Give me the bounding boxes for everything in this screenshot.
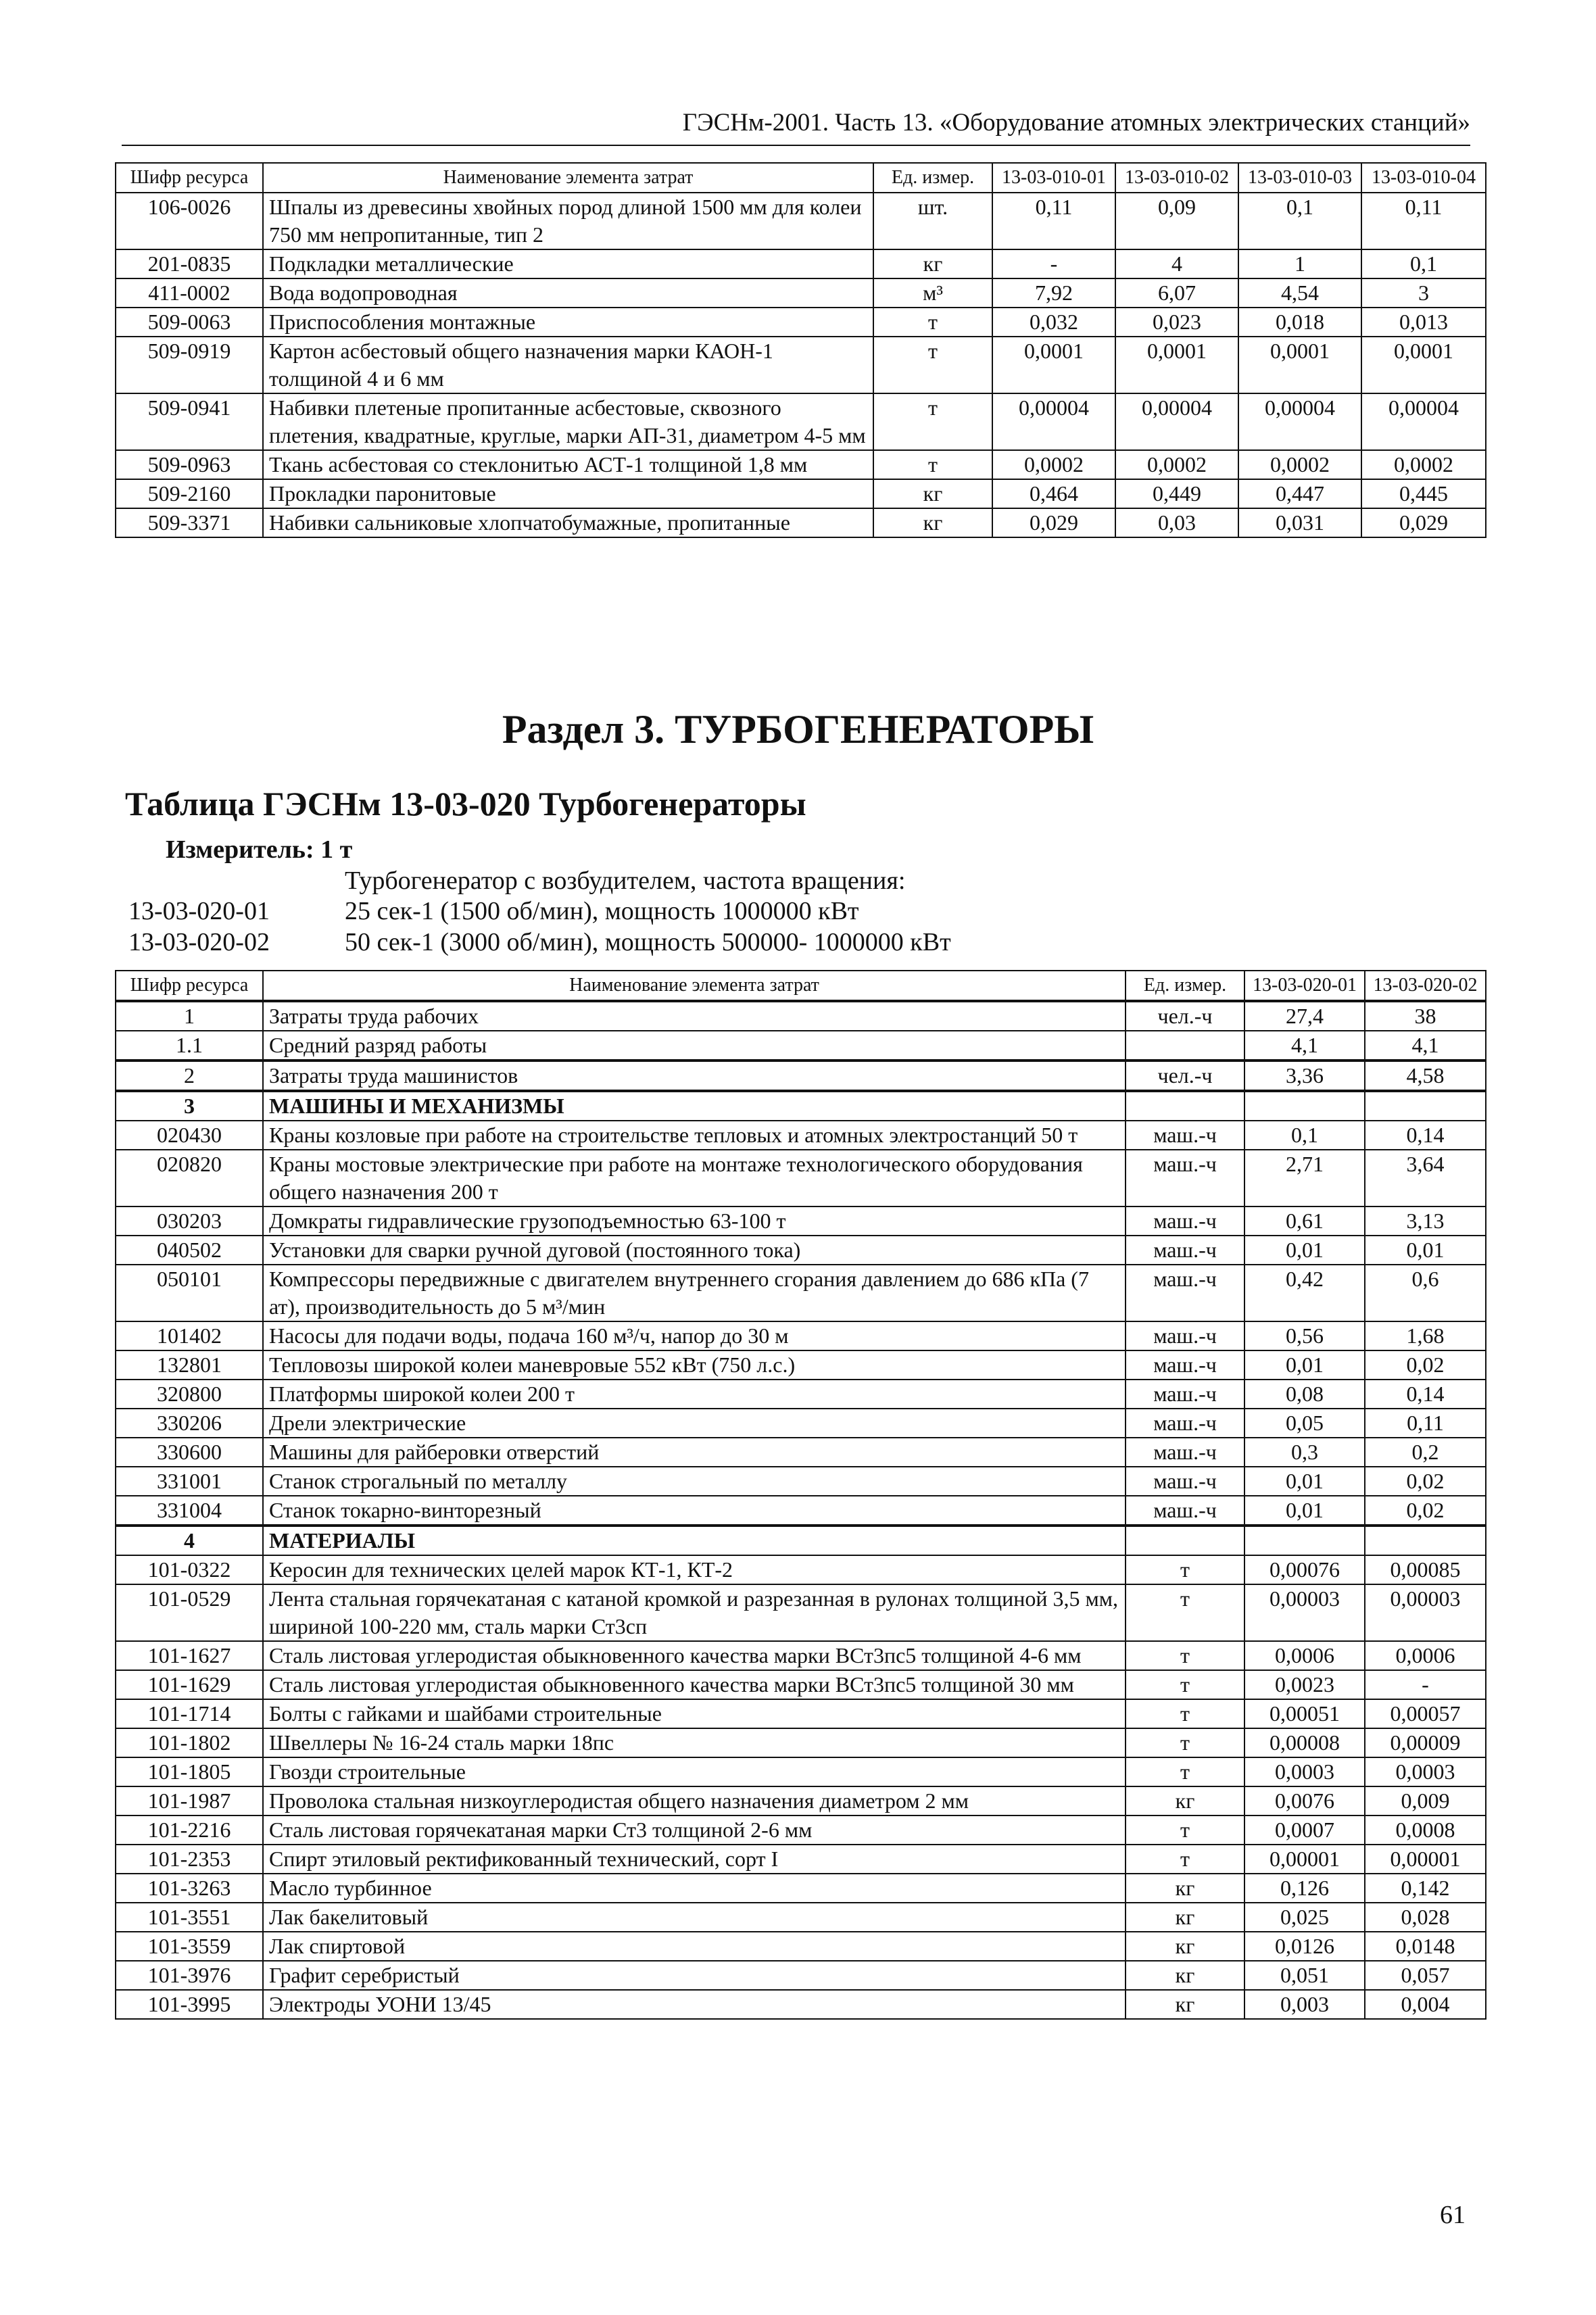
rate-value <box>1244 1091 1365 1121</box>
resource-code: 1 <box>116 1001 263 1031</box>
resource-code: 101-3263 <box>116 1874 263 1903</box>
resource-unit: т <box>1126 1845 1244 1874</box>
table-row <box>116 1961 1486 1990</box>
table-row <box>116 337 1486 393</box>
rate-value: 0,09 <box>1115 193 1238 249</box>
table-row <box>116 1350 1486 1380</box>
rate-value: 0,051 <box>1244 1961 1365 1990</box>
table-header-row <box>116 163 1486 193</box>
rate-value <box>1365 1091 1486 1121</box>
resource-code: 330600 <box>116 1438 263 1467</box>
rate-value: 0,0002 <box>1361 450 1486 479</box>
rate-value: 0,464 <box>992 479 1115 508</box>
rate-value: 0,6 <box>1365 1265 1486 1321</box>
resource-name: Швеллеры № 16-24 сталь марки 18пс <box>263 1728 1126 1757</box>
table-row <box>116 1467 1486 1496</box>
rate-value: 0,01 <box>1244 1467 1365 1496</box>
table-row <box>116 1584 1486 1641</box>
rate-value: 7,92 <box>992 278 1115 308</box>
resource-code: 050101 <box>116 1265 263 1321</box>
table-row <box>116 1496 1486 1526</box>
resource-name: Домкраты гидравлические грузоподъемностью 63-100 т <box>263 1207 1126 1236</box>
resource-code: 509-0063 <box>116 308 263 337</box>
rate-value: 0,0023 <box>1244 1670 1365 1699</box>
resource-unit: т <box>873 337 992 393</box>
rate-value: 6,07 <box>1115 278 1238 308</box>
resource-unit: кг <box>1126 1961 1244 1990</box>
rate-value: 0,009 <box>1365 1786 1486 1816</box>
rate-value: 0,00076 <box>1244 1555 1365 1584</box>
rate-value: 0,08 <box>1244 1380 1365 1409</box>
resource-code: 4 <box>116 1526 263 1555</box>
resource-unit: маш.-ч <box>1126 1467 1244 1496</box>
table-row <box>116 1150 1486 1207</box>
page-number: 61 <box>1440 2201 1466 2229</box>
resource-code: 020430 <box>116 1121 263 1150</box>
work-description: Турбогенератор с возбудителем, частота вращения: <box>345 867 906 895</box>
rate-value: 0,00004 <box>1361 393 1486 450</box>
resource-name: Гвозди строительные <box>263 1757 1126 1786</box>
rate-value: 0,00001 <box>1244 1845 1365 1874</box>
variant-text: 25 сек-1 (1500 об/мин), мощность 1000000 кВт <box>345 897 859 925</box>
resource-name: Вода водопроводная <box>263 278 873 308</box>
rate-value: 0,057 <box>1365 1961 1486 1990</box>
table-row <box>116 1031 1486 1061</box>
resource-name: Сталь листовая углеродистая обыкновенного качества марки ВСт3пс5 толщиной 30 мм <box>263 1670 1126 1699</box>
rate-value: 0,00085 <box>1365 1555 1486 1584</box>
resource-unit: кг <box>1126 1874 1244 1903</box>
rate-value: 0,03 <box>1115 508 1238 537</box>
table-row <box>116 1874 1486 1903</box>
resource-name: Набивки сальниковые хлопчатобумажные, пропитанные <box>263 508 873 537</box>
resource-unit <box>1126 1091 1244 1121</box>
resource-name: Шпалы из древесины хвойных пород длиной 1500 мм для колеи 750 мм непропитанные, тип 2 <box>263 193 873 249</box>
resource-code: 509-0919 <box>116 337 263 393</box>
col-header-rate: 13-03-010-01 <box>992 163 1115 193</box>
resource-code: 101-1627 <box>116 1641 263 1670</box>
resource-unit: маш.-ч <box>1126 1438 1244 1467</box>
rate-value: 4 <box>1115 249 1238 278</box>
resource-code: 509-0941 <box>116 393 263 450</box>
rate-value: 0,0002 <box>1238 450 1361 479</box>
rate-value: 0,0002 <box>1115 450 1238 479</box>
rate-value: 0,00003 <box>1365 1584 1486 1641</box>
resource-name: Средний разряд работы <box>263 1031 1126 1061</box>
table-row <box>116 1641 1486 1670</box>
col-header-rate: 13-03-010-03 <box>1238 163 1361 193</box>
resource-unit <box>1126 1526 1244 1555</box>
rate-value: 3,64 <box>1365 1150 1486 1207</box>
resource-unit: маш.-ч <box>1126 1150 1244 1207</box>
resource-unit: чел.-ч <box>1126 1001 1244 1031</box>
rate-value: 0,00004 <box>992 393 1115 450</box>
table-row <box>116 1757 1486 1786</box>
section-title: Раздел 3. ТУРБОГЕНЕРАТОРЫ <box>502 707 1094 752</box>
rate-value <box>1244 1526 1365 1555</box>
rate-value: 0,447 <box>1238 479 1361 508</box>
rate-value: 2,71 <box>1244 1150 1365 1207</box>
resource-code: 320800 <box>116 1380 263 1409</box>
rate-value: 0,032 <box>992 308 1115 337</box>
rate-value: 0,023 <box>1115 308 1238 337</box>
resource-name: Сталь листовая горячекатаная марки Ст3 толщиной 2-6 мм <box>263 1816 1126 1845</box>
rate-value: 0,02 <box>1365 1467 1486 1496</box>
rate-value: 38 <box>1365 1001 1486 1031</box>
variant-row <box>128 927 951 957</box>
resource-code: 101-1805 <box>116 1757 263 1786</box>
resource-name: Установки для сварки ручной дуговой (постоянного тока) <box>263 1236 1126 1265</box>
resource-unit: т <box>1126 1699 1244 1728</box>
resource-name: Приспособления монтажные <box>263 308 873 337</box>
resource-code: 2 <box>116 1061 263 1091</box>
variant-code: 13-03-020-02 <box>128 928 270 956</box>
resource-name: Компрессоры передвижные с двигателем внутреннего сгорания давлением до 686 кПа (7 ат), производительность до 5 м³/мин <box>263 1265 1126 1321</box>
resource-name: Сталь листовая углеродистая обыкновенного качества марки ВСт3пс5 толщиной 4-6 мм <box>263 1641 1126 1670</box>
rate-value: 0,11 <box>1361 193 1486 249</box>
resource-name: Насосы для подачи воды, подача 160 м³/ч, напор до 30 м <box>263 1321 1126 1350</box>
resource-name: Электроды УОНИ 13/45 <box>263 1990 1126 2019</box>
resource-unit: т <box>1126 1584 1244 1641</box>
table-row <box>116 1728 1486 1757</box>
resource-code: 101-0322 <box>116 1555 263 1584</box>
resource-unit: кг <box>873 249 992 278</box>
table-row <box>116 1409 1486 1438</box>
resource-code: 331001 <box>116 1467 263 1496</box>
resource-unit: маш.-ч <box>1126 1236 1244 1265</box>
col-header-unit: Ед. измер. <box>1126 971 1244 1001</box>
resource-name: МАТЕРИАЛЫ <box>263 1526 1126 1555</box>
resource-code: 509-0963 <box>116 450 263 479</box>
resource-code: 101402 <box>116 1321 263 1350</box>
rate-value: 0,1 <box>1244 1121 1365 1150</box>
resource-unit: т <box>1126 1670 1244 1699</box>
resource-unit: т <box>1126 1555 1244 1584</box>
rate-value: 0,029 <box>1361 508 1486 537</box>
rate-value: 1,68 <box>1365 1321 1486 1350</box>
rate-value: 0,445 <box>1361 479 1486 508</box>
rate-value: 0,01 <box>1244 1236 1365 1265</box>
rate-value: 0,11 <box>992 193 1115 249</box>
rate-value: 0,01 <box>1244 1496 1365 1526</box>
variant-text: 50 сек-1 (3000 об/мин), мощность 500000- 1000000 кВт <box>345 928 951 956</box>
rate-value: 0,0126 <box>1244 1932 1365 1961</box>
resource-code: 101-1987 <box>116 1786 263 1816</box>
resource-name: Лак бакелитовый <box>263 1903 1126 1932</box>
col-header-code: Шифр ресурса <box>116 971 263 1001</box>
resource-unit: маш.-ч <box>1126 1409 1244 1438</box>
resource-unit: т <box>1126 1728 1244 1757</box>
resource-code: 101-3551 <box>116 1903 263 1932</box>
resource-name: Платформы широкой колеи 200 т <box>263 1380 1126 1409</box>
table-row <box>116 393 1486 450</box>
resource-code: 020820 <box>116 1150 263 1207</box>
variant-row <box>128 896 859 926</box>
resource-unit: маш.-ч <box>1126 1380 1244 1409</box>
resource-unit: т <box>873 393 992 450</box>
resource-unit: маш.-ч <box>1126 1350 1244 1380</box>
rate-value: 0,031 <box>1238 508 1361 537</box>
rate-value: 0,013 <box>1361 308 1486 337</box>
rate-value: 0,029 <box>992 508 1115 537</box>
table-row <box>116 193 1486 249</box>
resource-unit: м³ <box>873 278 992 308</box>
table-row <box>116 1990 1486 2019</box>
rate-value: 1 <box>1238 249 1361 278</box>
resource-code: 101-1714 <box>116 1699 263 1728</box>
resource-name: МАШИНЫ И МЕХАНИЗМЫ <box>263 1091 1126 1121</box>
rate-value: 0,05 <box>1244 1409 1365 1438</box>
resource-unit: т <box>1126 1816 1244 1845</box>
rate-value: 0,02 <box>1365 1496 1486 1526</box>
resources-table-020 <box>115 970 1486 2020</box>
resource-unit: маш.-ч <box>1126 1265 1244 1321</box>
resource-name: Краны козловые при работе на строительстве тепловых и атомных электростанций 50 т <box>263 1121 1126 1150</box>
table-row <box>116 1438 1486 1467</box>
rate-value: 0,14 <box>1365 1121 1486 1150</box>
rate-value: 0,126 <box>1244 1874 1365 1903</box>
table-row <box>116 1207 1486 1236</box>
resource-code: 101-3559 <box>116 1932 263 1961</box>
resource-name: Затраты труда машинистов <box>263 1061 1126 1091</box>
resource-code: 132801 <box>116 1350 263 1380</box>
section-row <box>116 1526 1486 1555</box>
rate-value: 0,14 <box>1365 1380 1486 1409</box>
table-row <box>116 1061 1486 1091</box>
resource-name: Лак спиртовой <box>263 1932 1126 1961</box>
resource-name: Ткань асбестовая со стеклонитью АСТ-1 толщиной 1,8 мм <box>263 450 873 479</box>
rate-value: 0,2 <box>1365 1438 1486 1467</box>
table-row <box>116 1121 1486 1150</box>
resource-name: Керосин для технических целей марок КТ-1, КТ-2 <box>263 1555 1126 1584</box>
rate-value: 0,449 <box>1115 479 1238 508</box>
resource-code: 040502 <box>116 1236 263 1265</box>
col-header-rate: 13-03-010-02 <box>1115 163 1238 193</box>
rate-value: 0,0003 <box>1365 1757 1486 1786</box>
resource-unit: кг <box>1126 1903 1244 1932</box>
col-header-name: Наименование элемента затрат <box>263 163 873 193</box>
table-title: Таблица ГЭСНм 13-03-020 Турбогенераторы <box>125 785 806 823</box>
table-row <box>116 1699 1486 1728</box>
rate-value: 0,01 <box>1244 1350 1365 1380</box>
table-header-row <box>116 971 1486 1001</box>
rate-value: 0,00001 <box>1365 1845 1486 1874</box>
rate-value: 0,02 <box>1365 1350 1486 1380</box>
table-row <box>116 308 1486 337</box>
resource-unit: кг <box>1126 1932 1244 1961</box>
resource-code: 331004 <box>116 1496 263 1526</box>
resource-code: 101-2353 <box>116 1845 263 1874</box>
rate-value: 4,1 <box>1365 1031 1486 1061</box>
meter-label: Измеритель: <box>166 835 314 864</box>
resource-code: 330206 <box>116 1409 263 1438</box>
col-header-code: Шифр ресурса <box>116 163 263 193</box>
resource-name: Подкладки металлические <box>263 249 873 278</box>
resource-code: 3 <box>116 1091 263 1121</box>
resource-name: Набивки плетеные пропитанные асбестовые, сквозного плетения, квадратные, круглые, марки АП-31, диаметром 4-5 мм <box>263 393 873 450</box>
rate-value: 4,1 <box>1244 1031 1365 1061</box>
rate-value: 0,025 <box>1244 1903 1365 1932</box>
resource-code: 509-2160 <box>116 479 263 508</box>
resource-code: 030203 <box>116 1207 263 1236</box>
resource-name: Масло турбинное <box>263 1874 1126 1903</box>
resource-code: 101-1802 <box>116 1728 263 1757</box>
rate-value: 0,0002 <box>992 450 1115 479</box>
meter-value: 1 т <box>320 835 353 864</box>
rate-value: 0,00003 <box>1244 1584 1365 1641</box>
rate-value: 4,54 <box>1238 278 1361 308</box>
resource-unit: маш.-ч <box>1126 1121 1244 1150</box>
rate-value: 3,36 <box>1244 1061 1365 1091</box>
rate-value: 0,0008 <box>1365 1816 1486 1845</box>
header-rule <box>122 145 1470 146</box>
rate-value: 0,01 <box>1365 1236 1486 1265</box>
resource-unit: маш.-ч <box>1126 1321 1244 1350</box>
rate-value: 0,61 <box>1244 1207 1365 1236</box>
rate-value: 27,4 <box>1244 1001 1365 1031</box>
table-row <box>116 1321 1486 1350</box>
resource-code: 101-2216 <box>116 1816 263 1845</box>
rate-value: 0,0001 <box>1238 337 1361 393</box>
resource-unit: маш.-ч <box>1126 1496 1244 1526</box>
rate-value: 0,00057 <box>1365 1699 1486 1728</box>
resource-name: Лента стальная горячекатаная с катаной кромкой и разрезанная в рулонах толщиной 3,5 мм, шириной 100-220 мм, сталь марки Ст3сп <box>263 1584 1126 1641</box>
table-row <box>116 508 1486 537</box>
table-row <box>116 278 1486 308</box>
col-header-unit: Ед. измер. <box>873 163 992 193</box>
table-row <box>116 1816 1486 1845</box>
rate-value: 0,0003 <box>1244 1757 1365 1786</box>
rate-value: 0,028 <box>1365 1903 1486 1932</box>
col-header-rate: 13-03-020-01 <box>1244 971 1365 1001</box>
rate-value: 0,018 <box>1238 308 1361 337</box>
resource-unit: т <box>1126 1757 1244 1786</box>
rate-value: 0,1 <box>1238 193 1361 249</box>
resource-name: Краны мостовые электрические при работе на монтаже технологического оборудования общего назначения 200 т <box>263 1150 1126 1207</box>
rate-value: 0,0148 <box>1365 1932 1486 1961</box>
resource-name: Прокладки паронитовые <box>263 479 873 508</box>
resource-name: Затраты труда рабочих <box>263 1001 1126 1031</box>
col-header-rate: 13-03-010-04 <box>1361 163 1486 193</box>
table-row <box>116 1265 1486 1321</box>
col-header-rate: 13-03-020-02 <box>1365 971 1486 1001</box>
rate-value: 0,00008 <box>1244 1728 1365 1757</box>
rate-value: 0,004 <box>1365 1990 1486 2019</box>
rate-value: 0,56 <box>1244 1321 1365 1350</box>
resource-code: 509-3371 <box>116 508 263 537</box>
rate-value: 0,00051 <box>1244 1699 1365 1728</box>
table-row <box>116 450 1486 479</box>
resource-name: Спирт этиловый ректификованный технический, сорт I <box>263 1845 1126 1874</box>
resource-name: Проволока стальная низкоуглеродистая общего назначения диаметром 2 мм <box>263 1786 1126 1816</box>
resource-unit: чел.-ч <box>1126 1061 1244 1091</box>
resource-code: 1.1 <box>116 1031 263 1061</box>
resource-unit: т <box>873 450 992 479</box>
rate-value: 0,00009 <box>1365 1728 1486 1757</box>
rate-value: 0,0007 <box>1244 1816 1365 1845</box>
rate-value: 4,58 <box>1365 1061 1486 1091</box>
resource-code: 201-0835 <box>116 249 263 278</box>
table-row <box>116 1670 1486 1699</box>
table-row <box>116 1380 1486 1409</box>
table-row <box>116 1903 1486 1932</box>
rate-value: 0,0001 <box>992 337 1115 393</box>
meter-line <box>166 835 352 864</box>
resource-unit: кг <box>1126 1786 1244 1816</box>
variant-code: 13-03-020-01 <box>128 897 270 925</box>
rate-value: 0,0006 <box>1244 1641 1365 1670</box>
resource-code: 101-3995 <box>116 1990 263 2019</box>
table-row <box>116 1555 1486 1584</box>
rate-value: 3,13 <box>1365 1207 1486 1236</box>
rate-value: 0,00004 <box>1115 393 1238 450</box>
table-row <box>116 1786 1486 1816</box>
rate-value: 0,00004 <box>1238 393 1361 450</box>
resource-unit: шт. <box>873 193 992 249</box>
resource-name: Станок строгальный по металлу <box>263 1467 1126 1496</box>
rate-value: 0,1 <box>1361 249 1486 278</box>
rate-value: 0,003 <box>1244 1990 1365 2019</box>
resources-table-010 <box>115 162 1486 538</box>
resource-code: 411-0002 <box>116 278 263 308</box>
table-row <box>116 1236 1486 1265</box>
resource-unit: т <box>1126 1641 1244 1670</box>
resource-unit: кг <box>873 508 992 537</box>
rate-value: 0,3 <box>1244 1438 1365 1467</box>
resource-name: Станок токарно-винторезный <box>263 1496 1126 1526</box>
resource-code: 101-3976 <box>116 1961 263 1990</box>
rate-value: 0,0076 <box>1244 1786 1365 1816</box>
resource-code: 101-0529 <box>116 1584 263 1641</box>
table-row <box>116 1845 1486 1874</box>
rate-value: - <box>1365 1670 1486 1699</box>
resource-unit: т <box>873 308 992 337</box>
rate-value: 0,0006 <box>1365 1641 1486 1670</box>
resource-name: Машины для райберовки отверстий <box>263 1438 1126 1467</box>
resource-unit <box>1126 1031 1244 1061</box>
rate-value: - <box>992 249 1115 278</box>
rate-value <box>1365 1526 1486 1555</box>
table-row <box>116 249 1486 278</box>
page-header: ГЭСНм-2001. Часть 13. «Оборудование атомных электрических станций» <box>682 109 1470 137</box>
resource-code: 106-0026 <box>116 193 263 249</box>
rate-value: 0,142 <box>1365 1874 1486 1903</box>
resource-name: Тепловозы широкой колеи маневровые 552 кВт (750 л.с.) <box>263 1350 1126 1380</box>
col-header-name: Наименование элемента затрат <box>263 971 1126 1001</box>
rate-value: 0,0001 <box>1115 337 1238 393</box>
table-row <box>116 1932 1486 1961</box>
table-row <box>116 479 1486 508</box>
rate-value: 3 <box>1361 278 1486 308</box>
resource-name: Графит серебристый <box>263 1961 1126 1990</box>
rate-value: 0,42 <box>1244 1265 1365 1321</box>
resource-name: Болты с гайками и шайбами строительные <box>263 1699 1126 1728</box>
resource-unit: маш.-ч <box>1126 1207 1244 1236</box>
rate-value: 0,0001 <box>1361 337 1486 393</box>
resource-code: 101-1629 <box>116 1670 263 1699</box>
section-row <box>116 1091 1486 1121</box>
table-row <box>116 1001 1486 1031</box>
rate-value: 0,11 <box>1365 1409 1486 1438</box>
resource-unit: кг <box>1126 1990 1244 2019</box>
resource-name: Картон асбестовый общего назначения марки КАОН-1 толщиной 4 и 6 мм <box>263 337 873 393</box>
resource-name: Дрели электрические <box>263 1409 1126 1438</box>
resource-unit: кг <box>873 479 992 508</box>
